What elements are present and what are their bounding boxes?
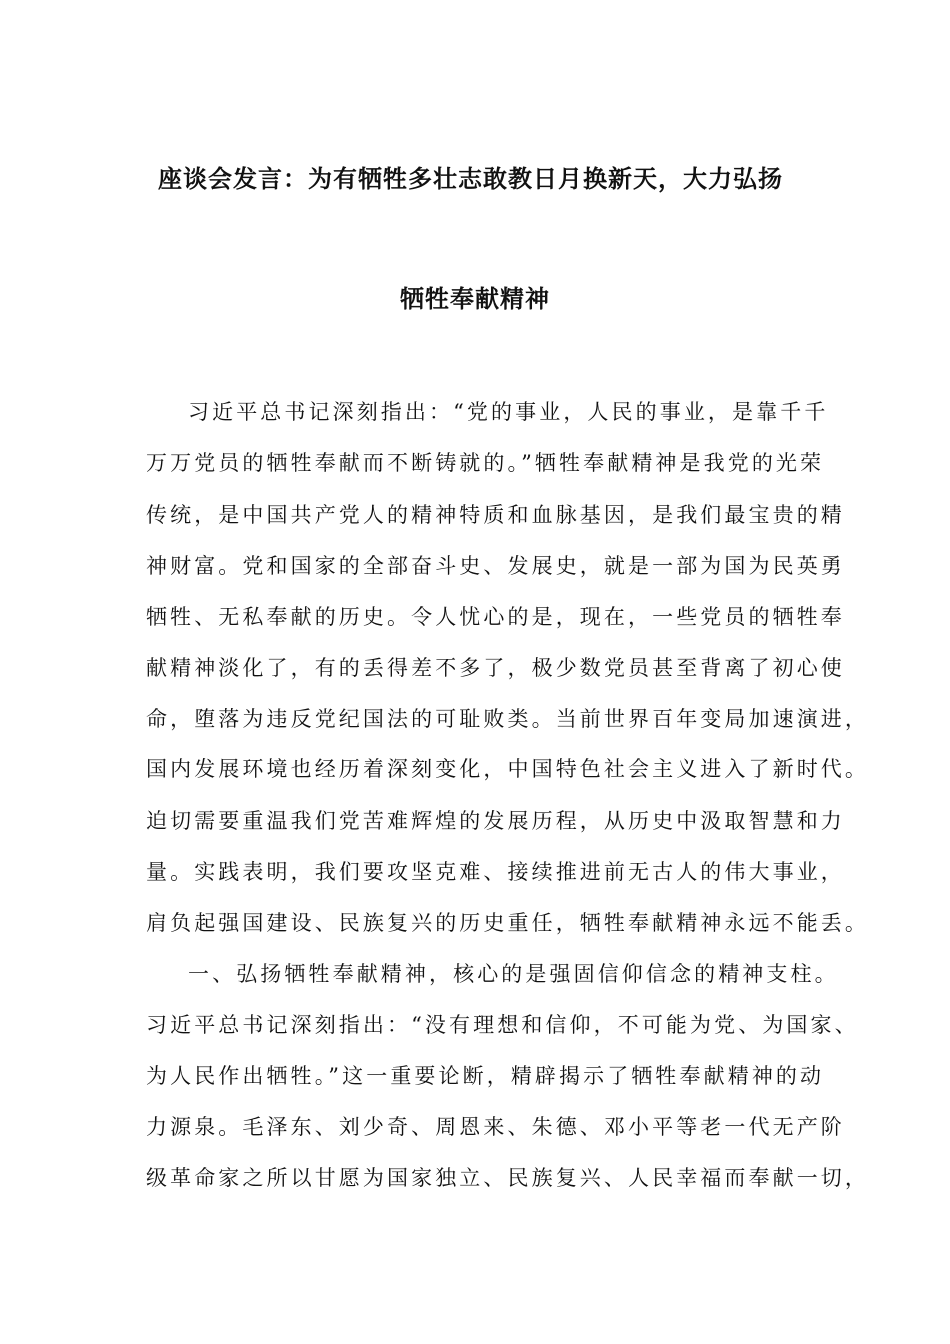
body-line: 为人民作出牺牲。”这一重要论断，精辟揭示了牺牲奉献精神的动 xyxy=(146,1064,825,1088)
body-line: 献精神淡化了，有的丢得差不多了，极少数党员甚至背离了初心使 xyxy=(146,656,845,680)
body-line: 级革命家之所以甘愿为国家独立、民族复兴、人民幸福而奉献一切， xyxy=(146,1166,869,1190)
body-line: 国内发展环境也经历着深刻变化，中国特色社会主义进入了新时代。 xyxy=(146,757,869,781)
body-line: 迫切需要重温我们党苦难辉煌的发展历程，从历史中汲取智慧和力 xyxy=(146,809,845,833)
body-line: 传统，是中国共产党人的精神特质和血脉基因，是我们最宝贵的精 xyxy=(146,503,845,527)
document-title-line-1: 座谈会发言：为有牺牲多壮志敢教日月换新天，大力弘扬 xyxy=(158,165,783,193)
body-line: 习近平总书记深刻指出：“没有理想和信仰，不可能为党、为国家、 xyxy=(146,1013,859,1037)
section-heading-line: 一、弘扬牺牲奉献精神，核心的是强固信仰信念的精神支柱。 xyxy=(188,962,839,986)
document-title-line-2: 牺牲奉献精神 xyxy=(400,285,550,313)
body-line: 万万党员的牺牲奉献而不断铸就的。”牺牲奉献精神是我党的光荣 xyxy=(146,451,825,475)
body-line: 习近平总书记深刻指出：“党的事业，人民的事业，是靠千千 xyxy=(188,400,829,424)
body-line: 力源泉。毛泽东、刘少奇、周恩来、朱德、邓小平等老一代无产阶 xyxy=(146,1115,845,1139)
body-line: 量。实践表明，我们要攻坚克难、接续推进前无古人的伟大事业， xyxy=(146,860,845,884)
body-line: 牺牲、无私奉献的历史。令人忧心的是，现在，一些党员的牺牲奉 xyxy=(146,605,845,629)
body-line: 命，堕落为违反党纪国法的可耻败类。当前世界百年变局加速演进， xyxy=(146,707,869,731)
body-line: 神财富。党和国家的全部奋斗史、发展史，就是一部为国为民英勇 xyxy=(146,554,845,578)
body-line: 肩负起强国建设、民族复兴的历史重任，牺牲奉献精神永远不能丢。 xyxy=(146,911,869,935)
